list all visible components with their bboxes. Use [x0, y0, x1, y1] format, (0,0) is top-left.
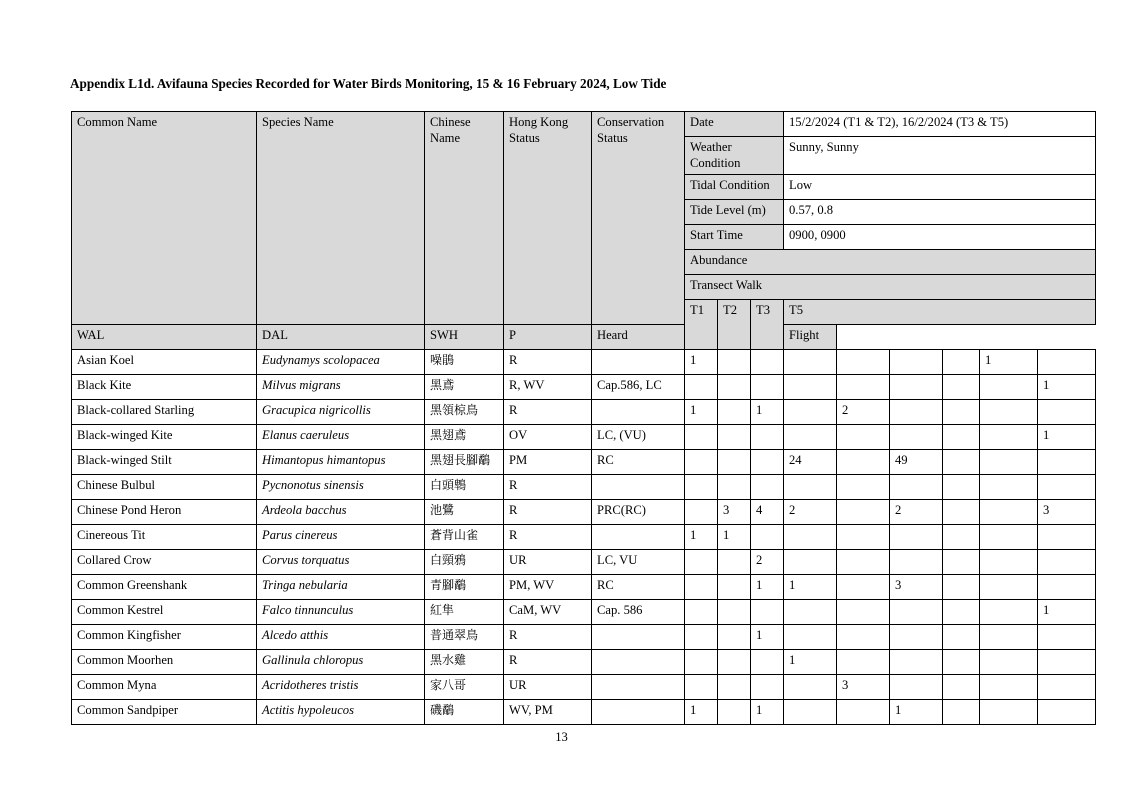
cell-t1: 1: [685, 700, 718, 725]
table-row: [72, 550, 1096, 575]
cell-t3: [751, 650, 784, 675]
cell-conservation-status: [592, 700, 685, 725]
cell-hk-status: OV: [504, 425, 592, 450]
cell-t2: [718, 575, 751, 600]
cell-t3: [751, 675, 784, 700]
cell-species-name: Gallinula chloropus: [257, 650, 425, 675]
cell-t3: [751, 525, 784, 550]
cell-flight: [1038, 575, 1096, 600]
table-row: [72, 375, 1096, 400]
cell-conservation-status: [592, 525, 685, 550]
cell-swh: [890, 625, 943, 650]
cell-flight: [1038, 475, 1096, 500]
cell-t1: [685, 650, 718, 675]
cell-conservation-status: [592, 650, 685, 675]
cell-heard: [980, 650, 1038, 675]
cell-t2: [718, 625, 751, 650]
cell-t2: [718, 350, 751, 375]
cell-swh: [890, 475, 943, 500]
cell-wal: [784, 525, 837, 550]
table-row: [72, 675, 1096, 700]
cell-hk-status: R: [504, 475, 592, 500]
cell-conservation-status: LC, VU: [592, 550, 685, 575]
cell-t1: [685, 475, 718, 500]
cell-species-name: Ardeola bacchus: [257, 500, 425, 525]
cell-conservation-status: [592, 675, 685, 700]
cell-dal: [837, 450, 890, 475]
cell-conservation-status: PRC(RC): [592, 500, 685, 525]
col-header-flight: Flight: [784, 325, 837, 350]
cell-wal: [784, 550, 837, 575]
avifauna-table: [71, 111, 1096, 725]
header-row-date: [72, 112, 1096, 137]
cell-conservation-status: [592, 475, 685, 500]
cell-t3: 1: [751, 625, 784, 650]
cell-t1: [685, 500, 718, 525]
cell-flight: 3: [1038, 500, 1096, 525]
cell-swh: [890, 425, 943, 450]
cell-hk-status: WV, PM: [504, 700, 592, 725]
cell-chinese-name: 白頸鴉: [425, 550, 504, 575]
col-header-swh: SWH: [425, 325, 504, 350]
table-row: [72, 525, 1096, 550]
cell-chinese-name: 青腳鷸: [425, 575, 504, 600]
cell-wal: [784, 400, 837, 425]
cell-t3: [751, 600, 784, 625]
cell-flight: 1: [1038, 425, 1096, 450]
cell-conservation-status: RC: [592, 450, 685, 475]
cell-t2: [718, 600, 751, 625]
cell-p: [943, 375, 980, 400]
cell-flight: [1038, 350, 1096, 375]
table-row: [72, 400, 1096, 425]
cell-t1: [685, 425, 718, 450]
cell-heard: [980, 575, 1038, 600]
cell-heard: [980, 600, 1038, 625]
cell-dal: [837, 525, 890, 550]
cell-common-name: Black-collared Starling: [72, 400, 257, 425]
abundance-header: Abundance: [685, 250, 1096, 275]
cell-flight: [1038, 675, 1096, 700]
table-row: [72, 625, 1096, 650]
cell-t3: [751, 350, 784, 375]
col-header-heard: Heard: [592, 325, 685, 350]
cell-swh: 49: [890, 450, 943, 475]
cell-heard: [980, 625, 1038, 650]
cell-dal: [837, 475, 890, 500]
cell-flight: 1: [1038, 600, 1096, 625]
cell-wal: [784, 375, 837, 400]
meta-value-weather: Sunny, Sunny: [784, 137, 1096, 175]
cell-common-name: Cinereous Tit: [72, 525, 257, 550]
col-header-dal: DAL: [257, 325, 425, 350]
cell-chinese-name: 黑翅長腳鷸: [425, 450, 504, 475]
cell-flight: [1038, 400, 1096, 425]
cell-swh: [890, 600, 943, 625]
table-row: [72, 450, 1096, 475]
cell-heard: 1: [980, 350, 1038, 375]
meta-label-tidal: Tidal Condition: [685, 175, 784, 200]
cell-conservation-status: [592, 625, 685, 650]
cell-common-name: Common Sandpiper: [72, 700, 257, 725]
cell-species-name: Parus cinereus: [257, 525, 425, 550]
cell-t3: 4: [751, 500, 784, 525]
cell-t3: 2: [751, 550, 784, 575]
cell-hk-status: R: [504, 350, 592, 375]
cell-flight: [1038, 550, 1096, 575]
col-header-t5: T5: [784, 300, 1096, 325]
cell-hk-status: CaM, WV: [504, 600, 592, 625]
cell-dal: [837, 500, 890, 525]
cell-chinese-name: 黑翅鳶: [425, 425, 504, 450]
cell-dal: [837, 625, 890, 650]
cell-p: [943, 550, 980, 575]
table-row: [72, 575, 1096, 600]
cell-t3: 1: [751, 400, 784, 425]
cell-heard: [980, 550, 1038, 575]
cell-species-name: Actitis hypoleucos: [257, 700, 425, 725]
col-header-p: P: [504, 325, 592, 350]
cell-p: [943, 600, 980, 625]
cell-wal: [784, 700, 837, 725]
col-header-species-name: Species Name: [257, 112, 425, 325]
cell-dal: [837, 375, 890, 400]
cell-conservation-status: Cap.586, LC: [592, 375, 685, 400]
cell-wal: [784, 625, 837, 650]
cell-swh: [890, 650, 943, 675]
cell-chinese-name: 紅隼: [425, 600, 504, 625]
meta-value-tidal: Low: [784, 175, 1096, 200]
cell-common-name: Asian Koel: [72, 350, 257, 375]
cell-t1: [685, 375, 718, 400]
cell-swh: [890, 375, 943, 400]
cell-flight: [1038, 625, 1096, 650]
cell-wal: [784, 350, 837, 375]
cell-species-name: Elanus caeruleus: [257, 425, 425, 450]
col-header-common-name: Common Name: [72, 112, 257, 325]
cell-chinese-name: 白頭鵯: [425, 475, 504, 500]
cell-t2: 1: [718, 525, 751, 550]
cell-common-name: Chinese Pond Heron: [72, 500, 257, 525]
cell-species-name: Himantopus himantopus: [257, 450, 425, 475]
cell-species-name: Milvus migrans: [257, 375, 425, 400]
page-title: Appendix L1d. Avifauna Species Recorded for Water Birds Monitoring, 15 & 16 February 2024, Low Tide: [70, 76, 667, 91]
table-row: [72, 350, 1096, 375]
cell-swh: 2: [890, 500, 943, 525]
col-header-chinese-name: Chinese Name: [425, 112, 504, 325]
cell-t2: [718, 475, 751, 500]
table-row: [72, 425, 1096, 450]
cell-t2: [718, 375, 751, 400]
cell-species-name: Eudynamys scolopacea: [257, 350, 425, 375]
cell-wal: [784, 675, 837, 700]
cell-hk-status: PM: [504, 450, 592, 475]
transect-walk-header: Transect Walk: [685, 275, 1096, 300]
table-row: [72, 700, 1096, 725]
cell-t3: 1: [751, 575, 784, 600]
cell-swh: [890, 350, 943, 375]
cell-t2: [718, 550, 751, 575]
cell-p: [943, 425, 980, 450]
cell-heard: [980, 675, 1038, 700]
cell-dal: [837, 350, 890, 375]
cell-hk-status: R: [504, 400, 592, 425]
cell-t2: 3: [718, 500, 751, 525]
cell-p: [943, 500, 980, 525]
meta-label-date: Date: [685, 112, 784, 137]
cell-species-name: Falco tinnunculus: [257, 600, 425, 625]
meta-label-tide-level: Tide Level (m): [685, 200, 784, 225]
cell-dal: [837, 600, 890, 625]
cell-species-name: Gracupica nigricollis: [257, 400, 425, 425]
meta-value-date: 15/2/2024 (T1 & T2), 16/2/2024 (T3 & T5): [784, 112, 1096, 137]
cell-t1: [685, 575, 718, 600]
cell-conservation-status: RC: [592, 575, 685, 600]
cell-wal: 24: [784, 450, 837, 475]
cell-hk-status: PM, WV: [504, 575, 592, 600]
col-header-wal: WAL: [72, 325, 257, 350]
cell-hk-status: R: [504, 650, 592, 675]
cell-swh: [890, 400, 943, 425]
cell-species-name: Corvus torquatus: [257, 550, 425, 575]
cell-dal: [837, 650, 890, 675]
cell-dal: 2: [837, 400, 890, 425]
cell-t2: [718, 450, 751, 475]
cell-chinese-name: 家八哥: [425, 675, 504, 700]
cell-common-name: Common Myna: [72, 675, 257, 700]
meta-value-start-time: 0900, 0900: [784, 225, 1096, 250]
cell-dal: [837, 425, 890, 450]
table-row: [72, 475, 1096, 500]
table-body: [72, 350, 1096, 725]
cell-p: [943, 700, 980, 725]
cell-wal: 1: [784, 650, 837, 675]
cell-chinese-name: 磯鷸: [425, 700, 504, 725]
cell-t1: 1: [685, 350, 718, 375]
cell-heard: [980, 500, 1038, 525]
cell-t3: [751, 425, 784, 450]
cell-species-name: Tringa nebularia: [257, 575, 425, 600]
meta-value-tide-level: 0.57, 0.8: [784, 200, 1096, 225]
cell-conservation-status: [592, 400, 685, 425]
cell-dal: [837, 575, 890, 600]
cell-flight: [1038, 525, 1096, 550]
cell-common-name: Common Moorhen: [72, 650, 257, 675]
cell-species-name: Alcedo atthis: [257, 625, 425, 650]
cell-conservation-status: [592, 350, 685, 375]
cell-flight: [1038, 650, 1096, 675]
cell-flight: 1: [1038, 375, 1096, 400]
cell-common-name: Black Kite: [72, 375, 257, 400]
cell-dal: [837, 700, 890, 725]
header-row-t5-subcols: [72, 325, 1096, 350]
cell-p: [943, 400, 980, 425]
cell-swh: [890, 525, 943, 550]
cell-t2: [718, 400, 751, 425]
cell-wal: 2: [784, 500, 837, 525]
cell-p: [943, 625, 980, 650]
cell-common-name: Collared Crow: [72, 550, 257, 575]
cell-p: [943, 675, 980, 700]
cell-swh: [890, 675, 943, 700]
cell-dal: [837, 550, 890, 575]
table-row: [72, 600, 1096, 625]
cell-t3: [751, 375, 784, 400]
cell-hk-status: UR: [504, 550, 592, 575]
col-header-t1: T1: [685, 300, 718, 350]
cell-dal: 3: [837, 675, 890, 700]
cell-p: [943, 350, 980, 375]
cell-heard: [980, 450, 1038, 475]
cell-species-name: Acridotheres tristis: [257, 675, 425, 700]
cell-t3: [751, 450, 784, 475]
cell-common-name: Chinese Bulbul: [72, 475, 257, 500]
cell-common-name: Black-winged Kite: [72, 425, 257, 450]
cell-chinese-name: 蒼背山雀: [425, 525, 504, 550]
col-header-t2: T2: [718, 300, 751, 350]
meta-label-start-time: Start Time: [685, 225, 784, 250]
cell-t1: [685, 625, 718, 650]
cell-t2: [718, 675, 751, 700]
cell-t3: 1: [751, 700, 784, 725]
cell-chinese-name: 黑水雞: [425, 650, 504, 675]
cell-wal: [784, 425, 837, 450]
cell-wal: 1: [784, 575, 837, 600]
col-header-conservation-status: Conservation Status: [592, 112, 685, 325]
cell-conservation-status: LC, (VU): [592, 425, 685, 450]
cell-t1: [685, 550, 718, 575]
col-header-hk-status: Hong Kong Status: [504, 112, 592, 325]
cell-t1: [685, 450, 718, 475]
cell-chinese-name: 噪鵑: [425, 350, 504, 375]
cell-p: [943, 475, 980, 500]
page-footer-number: 13: [555, 730, 568, 744]
cell-heard: [980, 700, 1038, 725]
cell-species-name: Pycnonotus sinensis: [257, 475, 425, 500]
cell-swh: [890, 550, 943, 575]
cell-conservation-status: Cap. 586: [592, 600, 685, 625]
cell-hk-status: R: [504, 625, 592, 650]
table-row: [72, 500, 1096, 525]
cell-hk-status: R, WV: [504, 375, 592, 400]
col-header-t3: T3: [751, 300, 784, 350]
cell-common-name: Black-winged Stilt: [72, 450, 257, 475]
cell-common-name: Common Greenshank: [72, 575, 257, 600]
cell-common-name: Common Kingfisher: [72, 625, 257, 650]
cell-swh: 1: [890, 700, 943, 725]
cell-flight: [1038, 450, 1096, 475]
cell-t2: [718, 425, 751, 450]
cell-chinese-name: 普通翠鳥: [425, 625, 504, 650]
cell-heard: [980, 525, 1038, 550]
cell-t1: [685, 600, 718, 625]
cell-chinese-name: 黑鳶: [425, 375, 504, 400]
cell-heard: [980, 400, 1038, 425]
cell-hk-status: UR: [504, 675, 592, 700]
meta-label-weather: Weather Condition: [685, 137, 784, 175]
cell-hk-status: R: [504, 525, 592, 550]
cell-hk-status: R: [504, 500, 592, 525]
cell-p: [943, 525, 980, 550]
cell-t1: [685, 675, 718, 700]
cell-flight: [1038, 700, 1096, 725]
cell-t2: [718, 650, 751, 675]
cell-chinese-name: 池鷺: [425, 500, 504, 525]
cell-t1: 1: [685, 400, 718, 425]
cell-p: [943, 650, 980, 675]
avifauna-table-wrapper: [71, 111, 1095, 725]
cell-swh: 3: [890, 575, 943, 600]
cell-chinese-name: 黑領椋鳥: [425, 400, 504, 425]
table-row: [72, 650, 1096, 675]
cell-heard: [980, 375, 1038, 400]
cell-t2: [718, 700, 751, 725]
cell-p: [943, 450, 980, 475]
cell-wal: [784, 475, 837, 500]
cell-p: [943, 575, 980, 600]
cell-common-name: Common Kestrel: [72, 600, 257, 625]
cell-heard: [980, 425, 1038, 450]
cell-heard: [980, 475, 1038, 500]
cell-t1: 1: [685, 525, 718, 550]
cell-wal: [784, 600, 837, 625]
cell-t3: [751, 475, 784, 500]
